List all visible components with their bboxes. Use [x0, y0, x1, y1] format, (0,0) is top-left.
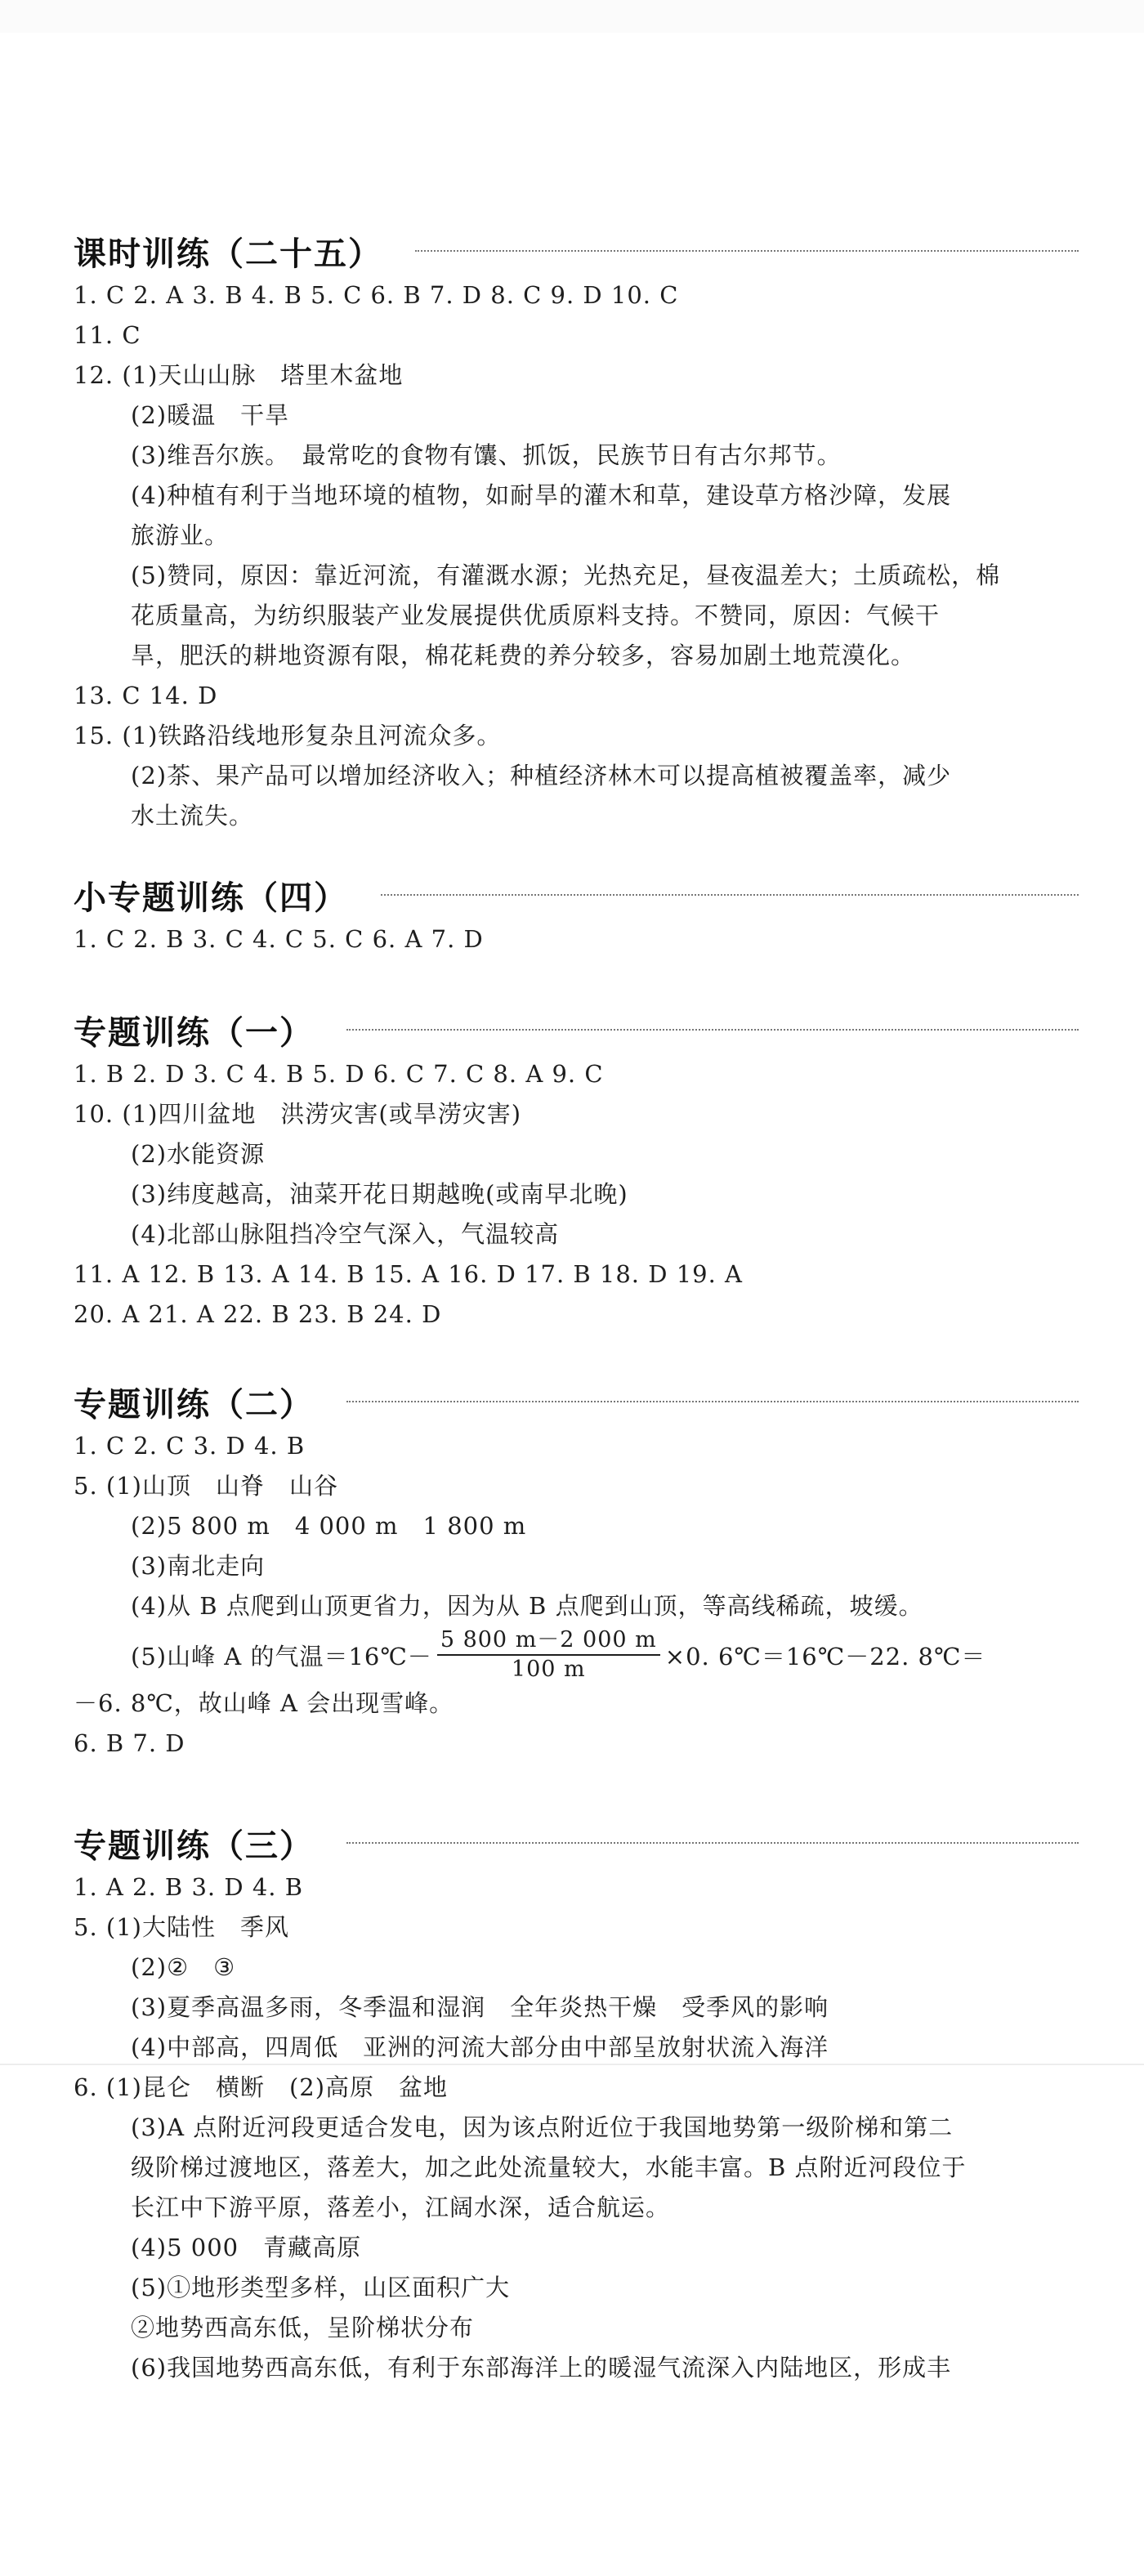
- answer-line: (3)维吾尔族。 最常吃的食物有馕、抓饭，民族节日有古尔邦节。: [131, 441, 842, 469]
- answer-line: (3)纬度越高，油菜开花日期越晚(或南早北晚): [131, 1180, 628, 1208]
- answer-line: (4)种植有利于当地环境的植物，如耐旱的灌木和草，建设草方格沙障，发展: [131, 481, 952, 509]
- fraction-denominator: 100 m: [511, 1657, 586, 1682]
- answer-line: 11. A 12. B 13. A 14. B 15. A 16. D 17. B 18. D 19. A: [74, 1260, 743, 1288]
- answer-line: (2)暖温 干旱: [131, 401, 290, 429]
- section-heading: [74, 1377, 1079, 1426]
- formula-fraction: [437, 1626, 660, 1684]
- formula-suffix: ×0. 6℃＝16℃－22. 8℃＝: [664, 1642, 986, 1670]
- answer-line: 1. C 2. B 3. C 4. C 5. C 6. A 7. D: [74, 925, 484, 953]
- answer-line: (3)夏季高温多雨，冬季温和湿润 全年炎热干燥 受季风的影响: [131, 1993, 829, 2021]
- answer-line: 水土流失。: [131, 802, 254, 830]
- answer-line: 15. (1)铁路沿线地形复杂且河流众多。: [74, 722, 502, 749]
- section-title: 课时训练（二十五）: [74, 235, 382, 273]
- section-heading: [74, 226, 1079, 275]
- temperature-formula: [74, 1626, 1079, 1684]
- answer-line: 5. (1)大陆性 季风: [74, 1913, 289, 1941]
- page-top-edge: [0, 0, 1144, 33]
- answer-line: (3)南北走向: [131, 1552, 266, 1580]
- section-title: 专题训练（二）: [74, 1385, 314, 1424]
- answer-line: (4)5 000 青藏高原: [131, 2234, 362, 2261]
- section-topic-3: [74, 1818, 1079, 2388]
- dotted-rule: [346, 1401, 1079, 1402]
- answer-line: 12. (1)天山山脉 塔里木盆地: [74, 361, 404, 389]
- answer-line: (4)中部高，四周低 亚洲的河流大部分由中部呈放射状流入海洋: [131, 2033, 829, 2061]
- answer-line: 1. C 2. A 3. B 4. B 5. C 6. B 7. D 8. C 9. D 10. C: [74, 281, 679, 309]
- answer-line: (3)A 点附近河段更适合发电，因为该点附近位于我国地势第一级阶梯和第二: [131, 2113, 954, 2141]
- answer-line: ②地势西高东低，呈阶梯状分布: [131, 2314, 475, 2341]
- answer-line: (4)从 B 点爬到山顶更省力，因为从 B 点爬到山顶，等高线稀疏，坡缓。: [131, 1592, 923, 1620]
- answer-line: 旅游业。: [131, 521, 230, 549]
- answer-line: 10. (1)四川盆地 洪涝灾害(或旱涝灾害): [74, 1100, 522, 1128]
- answer-line: (4)北部山脉阻挡冷空气深入，气温较高: [131, 1220, 560, 1248]
- section-title: 小专题训练（四）: [74, 879, 348, 917]
- dotted-rule: [381, 894, 1079, 896]
- formula-prefix: (5)山峰 A 的气温＝16℃－: [131, 1642, 432, 1670]
- section-heading: [74, 1005, 1079, 1054]
- answer-line: (5)赞同，原因：靠近河流，有灌溉水源；光热充足，昼夜温差大；土质疏松，棉: [131, 561, 1001, 589]
- section-topic-1: [74, 1005, 1079, 1335]
- dotted-rule: [346, 1029, 1079, 1031]
- fraction-numerator: 5 800 m－2 000 m: [437, 1626, 660, 1656]
- answer-line: －6. 8℃，故山峰 A 会出现雪峰。: [74, 1689, 454, 1717]
- section-lesson-25: [74, 226, 1079, 836]
- answer-line: 1. A 2. B 3. D 4. B: [74, 1873, 304, 1901]
- answer-line: 级阶梯过渡地区，落差大，加之此处流量较大，水能丰富。B 点附近河段位于: [131, 2153, 967, 2181]
- answer-line: 旱，肥沃的耕地资源有限，棉花耗费的养分较多，容易加剧土地荒漠化。: [131, 642, 916, 669]
- answer-line: 1. B 2. D 3. C 4. B 5. D 6. C 7. C 8. A 9. C: [74, 1060, 604, 1088]
- answer-line: 花质量高，为纺织服装产业发展提供优质原料支持。不赞同，原因：气候干: [131, 602, 941, 629]
- answer-line: 1. C 2. C 3. D 4. B: [74, 1432, 306, 1460]
- answer-line: (2)② ③: [131, 1953, 236, 1981]
- section-title: 专题训练（三）: [74, 1827, 314, 1865]
- answer-line: 11. C: [74, 321, 141, 349]
- answer-line: (6)我国地势西高东低，有利于东部海洋上的暖湿气流深入内陆地区，形成丰: [131, 2354, 952, 2381]
- answer-line: (5)①地形类型多样，山区面积广大: [131, 2274, 511, 2301]
- answer-line: (2)水能资源: [131, 1140, 266, 1168]
- answer-line: 6. (1)昆仑 横断 (2)高原 盆地: [74, 2073, 449, 2101]
- section-title: 专题训练（一）: [74, 1013, 314, 1052]
- answer-line: 长江中下游平原，落差小，江阔水深，适合航运。: [131, 2194, 671, 2221]
- answer-line: 5. (1)山顶 山脊 山谷: [74, 1472, 338, 1500]
- section-mini-topic-4: [74, 870, 1079, 959]
- dotted-rule: [415, 250, 1079, 252]
- dotted-rule: [346, 1842, 1079, 1844]
- answer-line: (2)茶、果产品可以增加经济收入；种植经济林木可以提高植被覆盖率，减少: [131, 762, 952, 789]
- answer-line: 20. A 21. A 22. B 23. B 24. D: [74, 1300, 442, 1328]
- section-heading: [74, 1818, 1079, 1867]
- section-heading: [74, 870, 1079, 919]
- answer-line: 6. B 7. D: [74, 1729, 185, 1757]
- section-topic-2: [74, 1377, 1079, 1764]
- answer-line: 13. C 14. D: [74, 682, 218, 709]
- answer-line: (2)5 800 m 4 000 m 1 800 m: [131, 1512, 527, 1540]
